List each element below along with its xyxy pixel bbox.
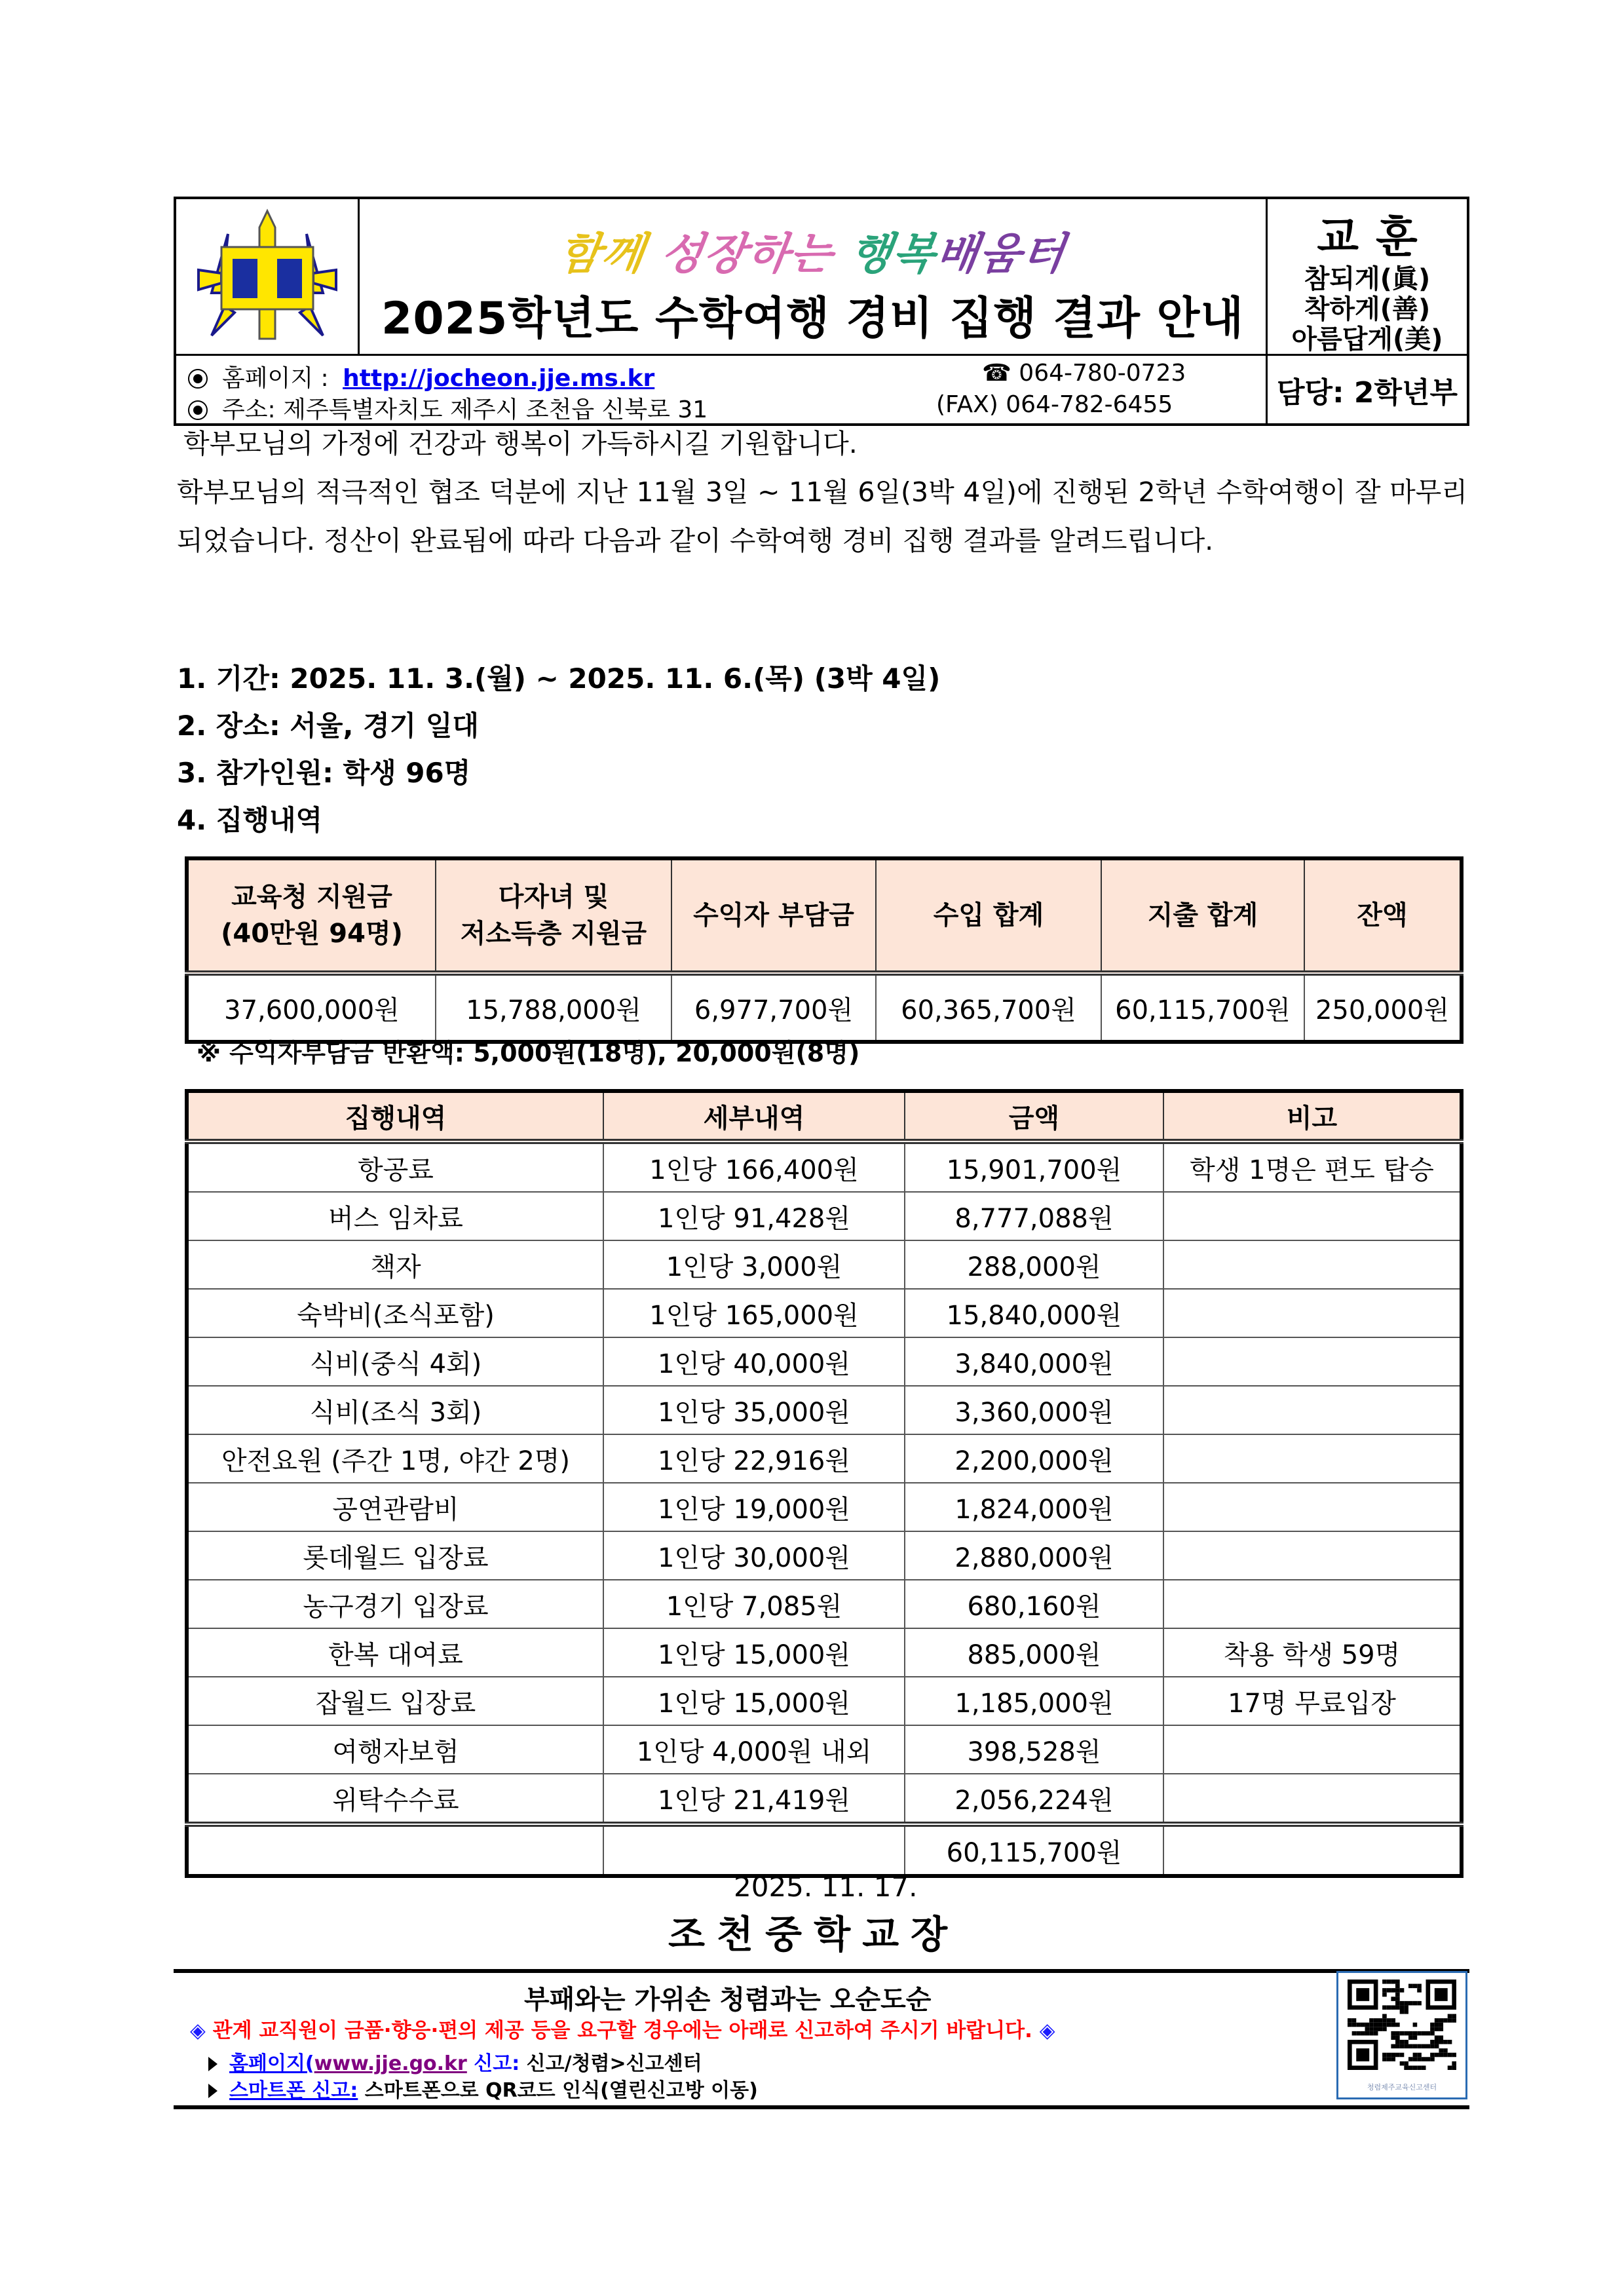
cell-detail: 1인당 3,000원 — [603, 1240, 905, 1289]
page-title: 2025학년도 수학여행 경비 집행 결과 안내 — [381, 293, 1244, 345]
value-education-office-subsidy: 37,600,000원 — [187, 973, 436, 1042]
cell-detail: 1인당 30,000원 — [603, 1531, 905, 1580]
divider — [174, 2105, 1469, 2109]
header-remarks: 비고 — [1163, 1091, 1462, 1141]
info-item-expenses: 4. 집행내역 — [177, 804, 323, 836]
table-row — [187, 1337, 1462, 1386]
total-cell — [603, 1824, 905, 1876]
cell-remarks — [1163, 1725, 1462, 1774]
table-row — [187, 1240, 1462, 1289]
cell-amount: 1,824,000원 — [905, 1483, 1163, 1531]
report-web-line: 홈페이지(www.jje.go.kr 신고: 신고/청렴>신고센터 — [208, 2047, 702, 2076]
table-row — [187, 1289, 1462, 1337]
budget-summary-table — [185, 856, 1463, 1044]
motto-line: 참되게(眞) — [1304, 264, 1431, 294]
cell-expense-item: 책자 — [187, 1240, 603, 1289]
cell-remarks — [1163, 1240, 1462, 1289]
cell-detail: 1인당 35,000원 — [603, 1386, 905, 1434]
cell-detail: 1인당 19,000원 — [603, 1483, 905, 1531]
homepage-link[interactable]: http://jocheon.jje.ms.kr — [343, 365, 655, 392]
cell-remarks: 착용 학생 59명 — [1163, 1628, 1462, 1677]
department-cell — [1268, 354, 1467, 423]
diamond-icon: ◈ — [190, 2019, 206, 2042]
triangle-bullet-icon — [208, 2057, 217, 2071]
cell-expense-item: 위탁수수료 — [187, 1774, 603, 1824]
report-phone-line: 스마트폰 신고: 스마트폰으로 QR코드 인식(열린신고방 이동) — [208, 2074, 758, 2103]
cell-expense-item: 식비(조식 3회) — [187, 1386, 603, 1434]
homepage-row — [188, 360, 654, 393]
school-contact-cell — [176, 354, 1268, 423]
department-label: 담당: 2학년부 — [1276, 375, 1458, 410]
header-multichild-lowincome-subsidy: 다자녀 및 저소득층 지원금 — [436, 858, 671, 973]
cell-detail: 1인당 40,000원 — [603, 1337, 905, 1386]
header-amount: 금액 — [905, 1091, 1163, 1141]
table-row — [187, 1141, 1462, 1192]
report-web-link[interactable]: www.jje.go.kr — [314, 2052, 467, 2075]
cell-detail: 1인당 22,916원 — [603, 1434, 905, 1483]
cell-remarks — [1163, 1337, 1462, 1386]
anti-corruption-slogan: 부패와는 가위손 청렴과는 오순도순 — [524, 1985, 932, 2015]
table-row — [187, 1386, 1462, 1434]
cell-amount: 8,777,088원 — [905, 1192, 1163, 1240]
value-beneficiary-payment: 6,977,700원 — [671, 973, 876, 1042]
radio-bullet-icon — [188, 400, 208, 420]
cell-amount: 885,000원 — [905, 1628, 1163, 1677]
intro-paragraph: 학부모님의 적극적인 협조 덕분에 지난 11월 3일 ~ 11월 6일(3박 4일)에 진행된 2학년 수학여행이 잘 마무리되었습니다. 정산이 완료됨에 따라 다음과 같이 수학여행 경비 집행 결과를 알려드립니다. — [177, 476, 1467, 556]
cell-detail: 1인당 15,000원 — [603, 1677, 905, 1725]
cell-amount: 398,528원 — [905, 1725, 1163, 1774]
cell-remarks — [1163, 1289, 1462, 1337]
cell-detail: 1인당 166,400원 — [603, 1141, 905, 1192]
cell-amount: 1,185,000원 — [905, 1677, 1163, 1725]
info-item-place: 2. 장소: 서울, 경기 일대 — [177, 710, 479, 742]
table-row — [187, 1628, 1462, 1677]
cell-expense-item: 롯데월드 입장료 — [187, 1531, 603, 1580]
cell-remarks — [1163, 1434, 1462, 1483]
cell-expense-item: 여행자보험 — [187, 1725, 603, 1774]
cell-amount: 3,360,000원 — [905, 1386, 1163, 1434]
cell-amount: 2,056,224원 — [905, 1774, 1163, 1824]
divider — [174, 1969, 1469, 1973]
cell-amount: 2,200,000원 — [905, 1434, 1163, 1483]
motto-line: 아름답게(美) — [1291, 324, 1443, 354]
report-phone-label: 스마트폰 신고: — [229, 2079, 358, 2102]
cell-amount: 288,000원 — [905, 1240, 1163, 1289]
total-amount: 60,115,700원 — [905, 1824, 1163, 1876]
table-row — [187, 1531, 1462, 1580]
diamond-icon: ◈ — [1039, 2019, 1055, 2042]
warning-text: 관계 교직원이 금품·향응·편의 제공 등을 요구할 경우에는 아래로 신고하여 주시기 바랍니다. — [212, 2019, 1032, 2042]
report-warning — [190, 2014, 1055, 2043]
cell-remarks: 17명 무료입장 — [1163, 1677, 1462, 1725]
total-row — [187, 1824, 1462, 1876]
info-item-period: 1. 기간: 2025. 11. 3.(월) ~ 2025. 11. 6.(목) (3박 4일) — [177, 662, 941, 695]
table-row — [187, 1725, 1462, 1774]
header-expense-item: 집행내역 — [187, 1091, 603, 1141]
cell-expense-item: 한복 대여료 — [187, 1628, 603, 1677]
cell-detail: 1인당 91,428원 — [603, 1192, 905, 1240]
table-row — [187, 1434, 1462, 1483]
value-balance: 250,000원 — [1304, 973, 1462, 1042]
table-row — [187, 1483, 1462, 1531]
cell-expense-item: 숙박비(조식포함) — [187, 1289, 603, 1337]
header-detail: 세부내역 — [603, 1091, 905, 1141]
cell-expense-item: 항공료 — [187, 1141, 603, 1192]
cell-amount: 2,880,000원 — [905, 1531, 1163, 1580]
cell-remarks: 학생 1명은 편도 탑승 — [1163, 1141, 1462, 1192]
principal-signature: 조천중학교장 — [668, 1912, 960, 1957]
refund-note: ※ 수익자부담금 반환액: 5,000원(18명), 20,000원(8명) — [197, 1039, 860, 1067]
value-multichild-lowincome-subsidy: 15,788,000원 — [436, 973, 671, 1042]
total-cell — [1163, 1824, 1462, 1876]
qr-caption: 청렴제주교육신고센터 — [1367, 2083, 1437, 2092]
cell-expense-item: 잡월드 입장료 — [187, 1677, 603, 1725]
cell-amount: 15,901,700원 — [905, 1141, 1163, 1192]
header-balance: 잔액 — [1304, 858, 1462, 973]
cell-remarks — [1163, 1774, 1462, 1824]
table-row — [187, 1677, 1462, 1725]
summary-header-row — [187, 858, 1462, 973]
fax-number: (FAX) 064-782-6455 — [936, 391, 1173, 418]
qr-code-box[interactable] — [1336, 1971, 1467, 2099]
school-slogan: 함께 성장하는 행복배움터 — [555, 229, 1069, 279]
header-beneficiary-payment: 수익자 부담금 — [671, 858, 876, 973]
cell-detail: 1인당 21,419원 — [603, 1774, 905, 1824]
cell-remarks — [1163, 1580, 1462, 1628]
info-item-participants: 3. 참가인원: 학생 96명 — [177, 757, 471, 789]
title-cell — [360, 199, 1268, 354]
phone-number: ☎ 064-780-0723 — [982, 360, 1186, 387]
letterhead-box — [174, 197, 1469, 426]
cell-expense-item: 농구경기 입장료 — [187, 1580, 603, 1628]
issue-date: 2025. 11. 17. — [734, 1871, 918, 1903]
cell-expense-item: 안전요원 (주간 1명, 야간 2명) — [187, 1434, 603, 1483]
greeting-text: 학부모님의 가정에 건강과 행복이 가득하시길 기원합니다. — [183, 428, 858, 459]
triangle-bullet-icon — [208, 2084, 217, 2098]
motto-title: 교훈 — [1317, 212, 1435, 262]
table-row — [187, 1580, 1462, 1628]
radio-bullet-icon — [188, 369, 208, 389]
cell-expense-item: 공연관람비 — [187, 1483, 603, 1531]
cell-detail: 1인당 7,085원 — [603, 1580, 905, 1628]
school-emblem-cell — [176, 199, 360, 354]
cell-remarks — [1163, 1483, 1462, 1531]
table-row — [187, 1774, 1462, 1824]
homepage-label: 홈페이지 : — [222, 365, 329, 392]
cell-remarks — [1163, 1531, 1462, 1580]
table-row — [187, 1192, 1462, 1240]
school-emblem-icon — [192, 208, 343, 345]
cell-amount: 680,160원 — [905, 1580, 1163, 1628]
qr-code-icon — [1348, 1980, 1456, 2070]
cell-detail: 1인당 4,000원 내외 — [603, 1725, 905, 1774]
header-education-office-subsidy: 교육청 지원금 (40만원 94명) — [187, 858, 436, 973]
cell-amount: 15,840,000원 — [905, 1289, 1163, 1337]
summary-values-row — [187, 973, 1462, 1042]
total-cell — [187, 1824, 603, 1876]
header-expense-total: 지출 합계 — [1101, 858, 1304, 973]
school-motto-cell — [1268, 199, 1467, 354]
cell-amount: 3,840,000원 — [905, 1337, 1163, 1386]
value-expense-total: 60,115,700원 — [1101, 973, 1304, 1042]
cell-remarks — [1163, 1386, 1462, 1434]
motto-line: 착하게(善) — [1304, 294, 1431, 324]
cell-remarks — [1163, 1192, 1462, 1240]
cell-expense-item: 식비(중식 4회) — [187, 1337, 603, 1386]
cell-detail: 1인당 165,000원 — [603, 1289, 905, 1337]
header-income-total: 수입 합계 — [876, 858, 1101, 973]
expense-detail-table — [185, 1089, 1463, 1878]
value-income-total: 60,365,700원 — [876, 973, 1101, 1042]
cell-expense-item: 버스 임차료 — [187, 1192, 603, 1240]
detail-header-row — [187, 1091, 1462, 1141]
cell-detail: 1인당 15,000원 — [603, 1628, 905, 1677]
address-text: 주소: 제주특별자치도 제주시 조천읍 신북로 31 — [222, 396, 708, 423]
